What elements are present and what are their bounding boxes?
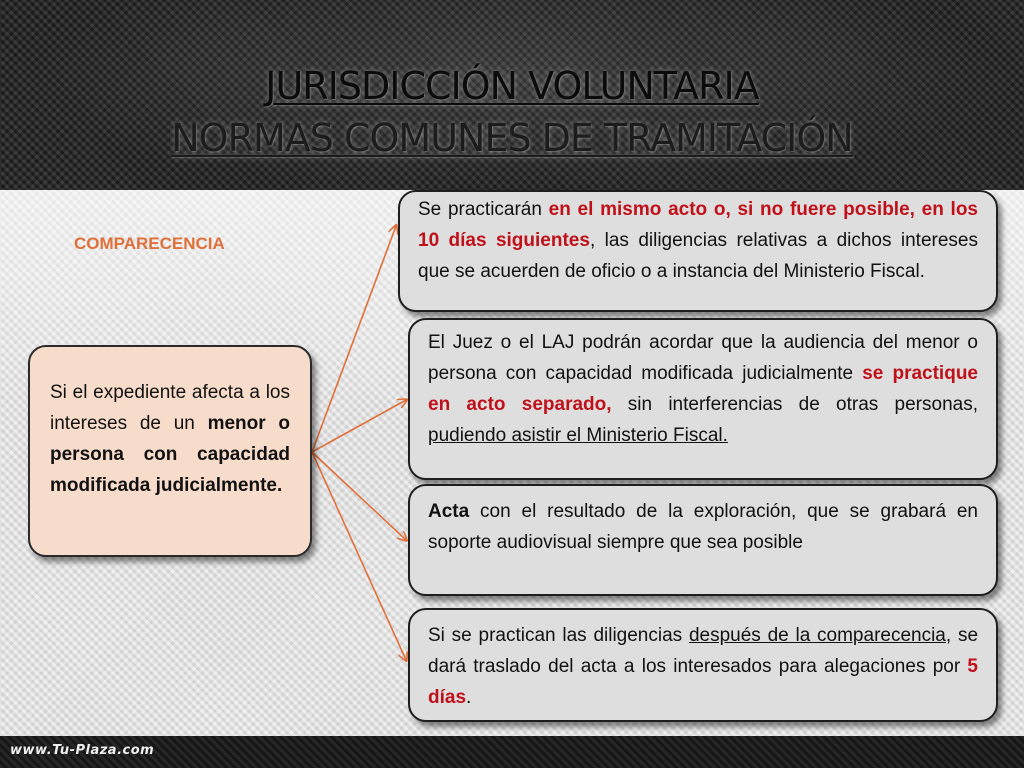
main-condition-box [28,345,312,557]
box2-text-2: sin interferencias de otras personas, [611,394,978,415]
header-banner [0,0,1024,190]
rule-box-4 [408,608,998,722]
box1-text-2: , las diligencias relativas a dichos intereses que se acuerden de oficio o a instancia del Ministerio Fiscal. [418,230,978,282]
title-line-1: JURISDICCIÓN VOLUNTARIA [265,64,759,108]
box2-highlight: se practique en acto separado, [428,363,978,415]
footer-site-link[interactable]: www.Tu-Plaza.com [10,743,155,758]
box3-text: con el resultado de la exploración, que se grabará en soporte audiovisual siempre que sea posible [428,501,978,553]
box4-underlined: después de la comparecencia [688,625,946,646]
section-label: COMPARECENCIA [74,234,225,253]
main-box-text: Si el expediente afecta a los intereses de un [50,382,290,434]
box4-text-2: , se dará traslado del acta a los interesados para alegaciones por [428,625,979,677]
box2-underlined: pudiendo asistir el Ministerio Fiscal. [428,425,728,446]
rule-box-2 [408,318,998,480]
box4-text-1: Si se practican las diligencias [428,625,689,646]
rule-box-1 [398,190,998,312]
box2-text-1: El Juez o el LAJ podrán acordar que la audiencia del menor o persona con capacidad modificada judicialmente [428,332,978,384]
footer-bar [0,736,1024,768]
box4-highlight: 5 días [428,656,978,708]
box3-bold: Acta [428,501,470,522]
box4-text-3: . [466,687,472,708]
box1-text-1: Se practicarán [418,199,549,220]
main-box-bold-text: menor o persona con capacidad modificada judicialmente. [50,413,291,496]
box1-highlight: en el mismo acto o, si no fuere posible, en los 10 días siguientes [418,199,978,251]
rule-box-3 [408,484,998,596]
title-line-2: NORMAS COMUNES DE TRAMITACIÓN [171,116,853,160]
